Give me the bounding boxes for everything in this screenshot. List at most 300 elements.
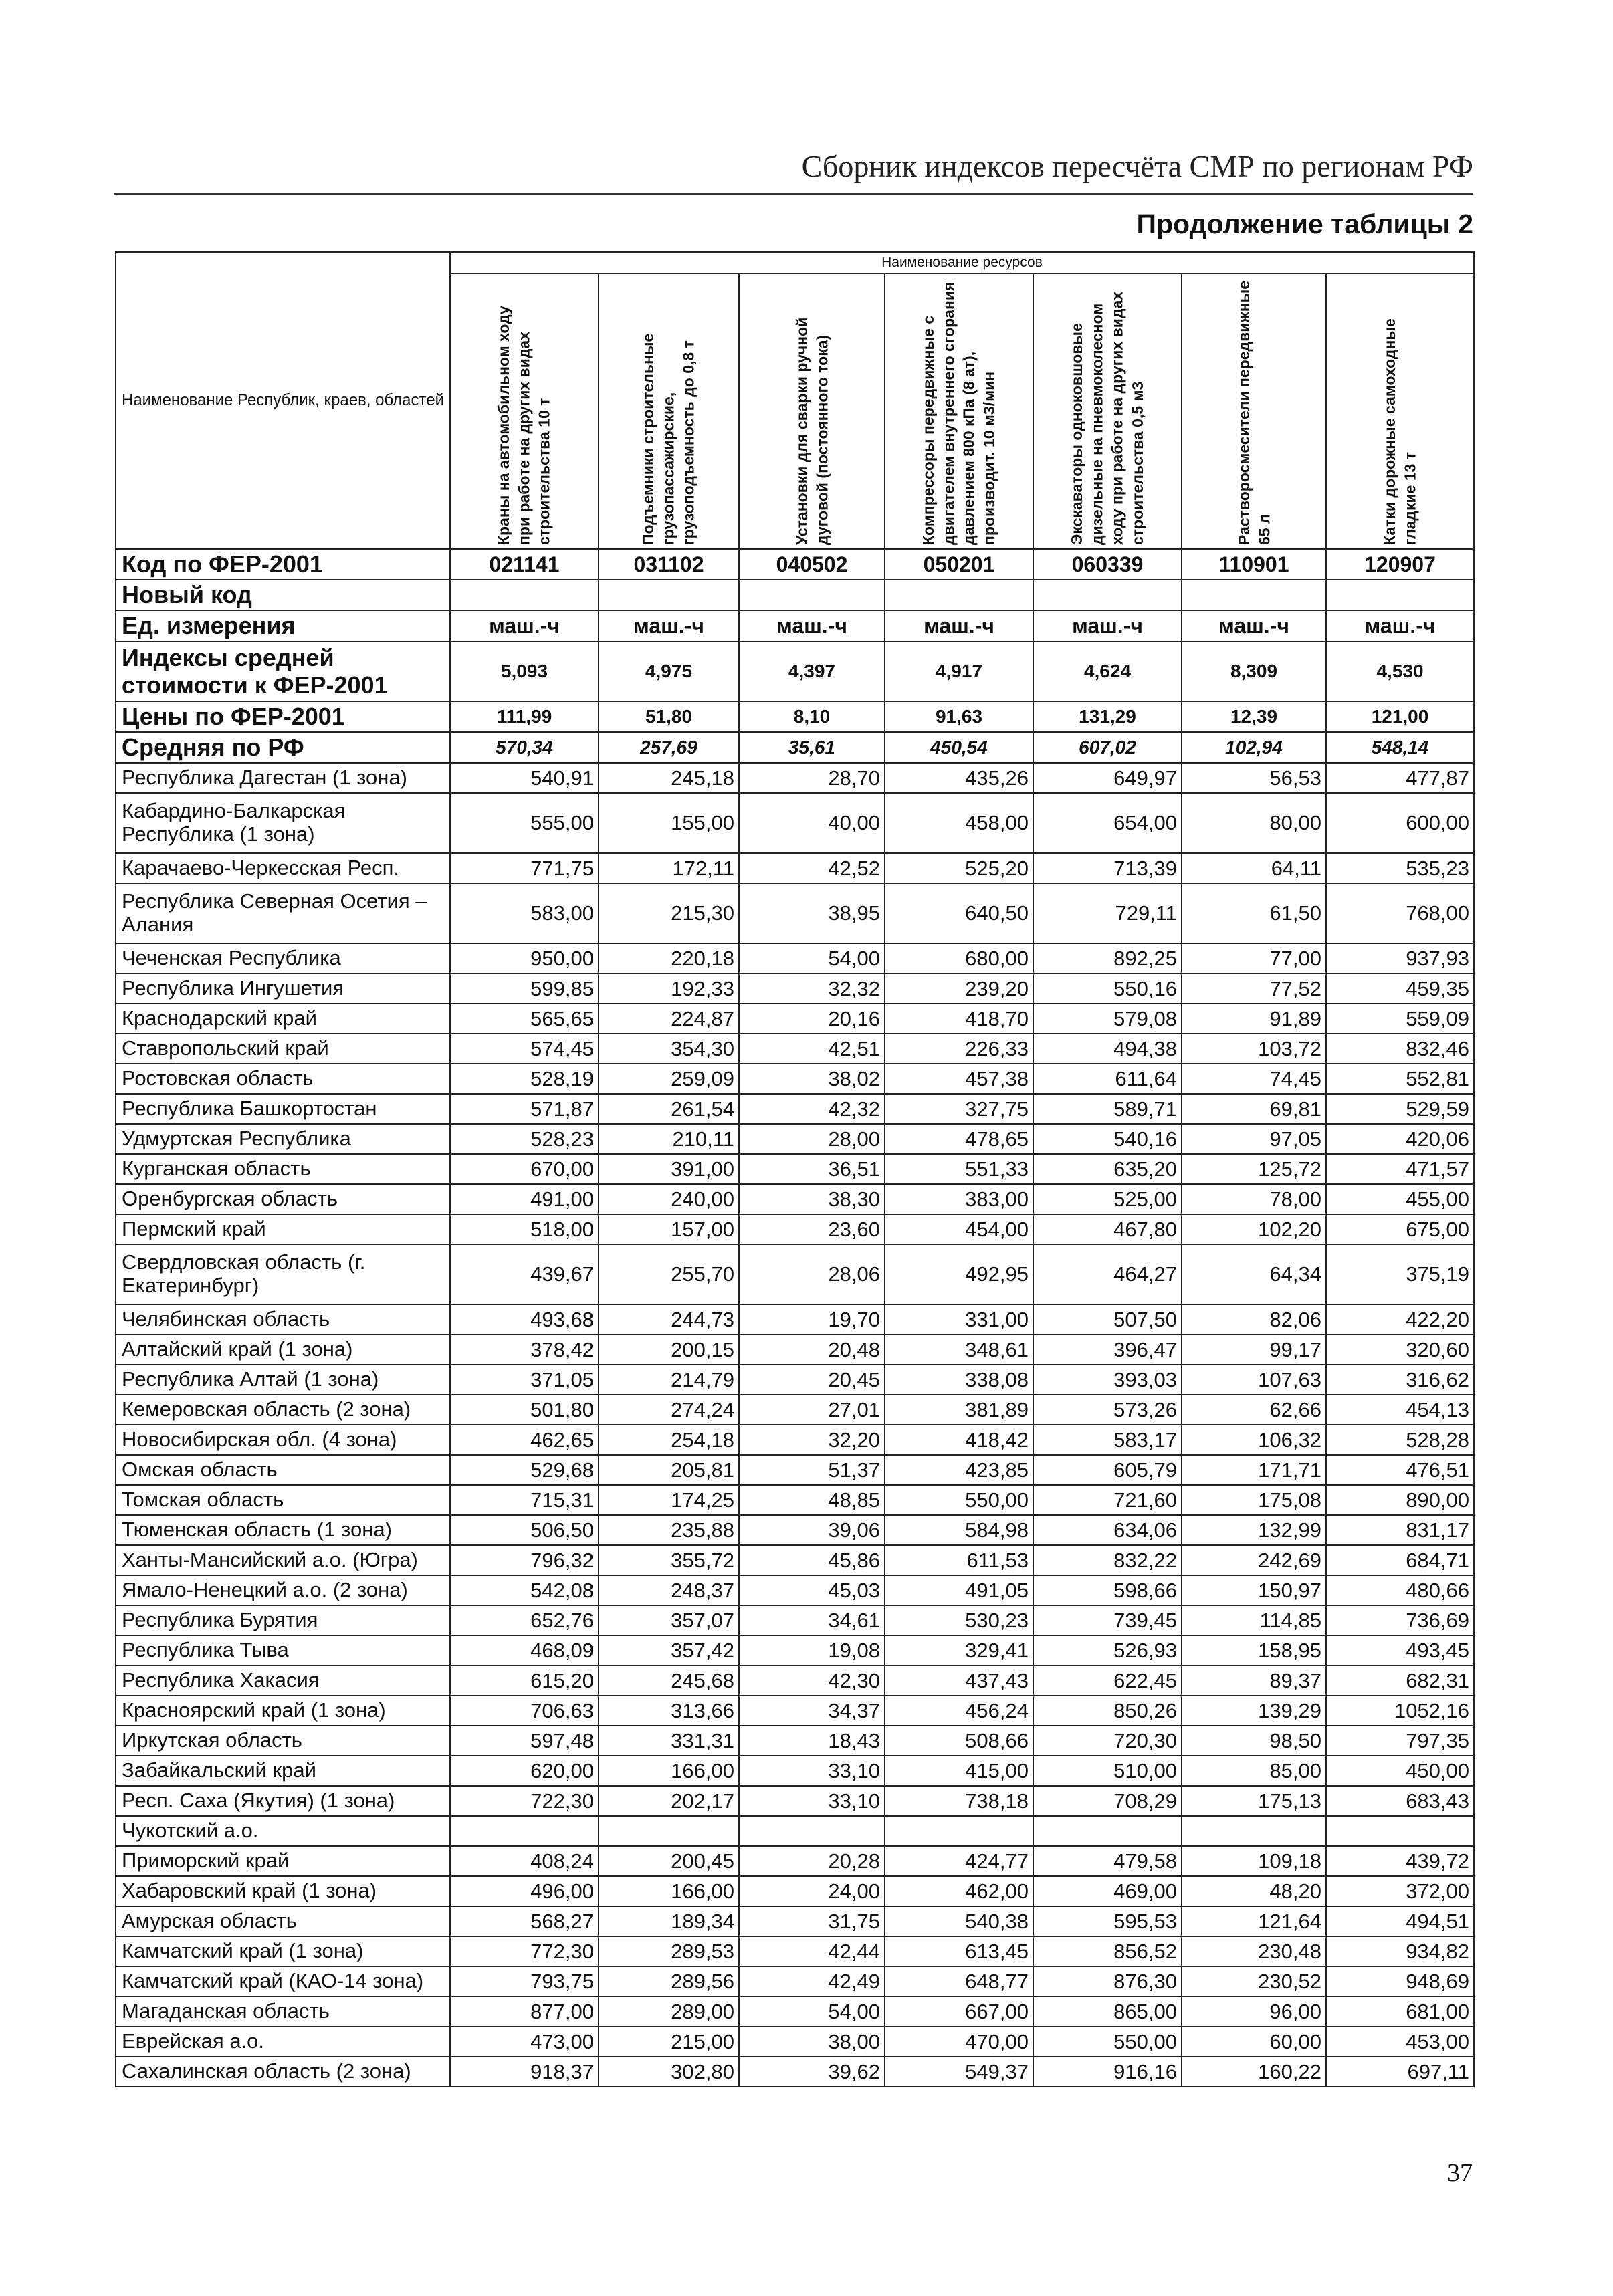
price-value: 34,37 — [739, 1696, 885, 1726]
price-value: 27,01 — [739, 1395, 885, 1425]
price-value: 114,85 — [1182, 1605, 1326, 1635]
price-value: 918,37 — [450, 2057, 599, 2087]
price-value: 667,00 — [885, 1996, 1033, 2027]
price-value: 937,93 — [1326, 943, 1474, 973]
price-value: 462,65 — [450, 1425, 599, 1455]
price-value: 529,59 — [1326, 1094, 1474, 1124]
region-name: Магаданская область — [116, 1996, 450, 2027]
table-row — [116, 1635, 1474, 1666]
price-value: 508,66 — [885, 1726, 1033, 1756]
price-value: 103,72 — [1182, 1034, 1326, 1064]
price-value: 34,61 — [739, 1605, 885, 1635]
price-value: 28,00 — [739, 1124, 885, 1154]
price-value: 240,00 — [599, 1184, 739, 1214]
price-value: 408,24 — [450, 1846, 599, 1876]
region-name: Сахалинская область (2 зона) — [116, 2057, 450, 2087]
price-value: 254,18 — [599, 1425, 739, 1455]
price-value: 74,45 — [1182, 1064, 1326, 1094]
price-value: 850,26 — [1033, 1696, 1182, 1726]
price-value: 102,20 — [1182, 1214, 1326, 1244]
key-value: 031102 — [599, 549, 739, 580]
price-value: 736,69 — [1326, 1605, 1474, 1635]
price-value: 125,72 — [1182, 1154, 1326, 1184]
table-row — [116, 2027, 1474, 2057]
price-value: 32,20 — [739, 1425, 885, 1455]
price-value: 670,00 — [450, 1154, 599, 1184]
table-row — [116, 1966, 1474, 1996]
price-value: 391,00 — [599, 1154, 739, 1184]
price-value: 571,87 — [450, 1094, 599, 1124]
price-value: 454,13 — [1326, 1395, 1474, 1425]
price-value: 121,64 — [1182, 1906, 1326, 1936]
price-value: 528,28 — [1326, 1425, 1474, 1455]
price-value: 109,18 — [1182, 1846, 1326, 1876]
price-value: 48,85 — [739, 1485, 885, 1515]
price-value: 771,75 — [450, 853, 599, 883]
price-value: 540,91 — [450, 763, 599, 793]
price-value: 424,77 — [885, 1846, 1033, 1876]
price-value: 107,63 — [1182, 1365, 1326, 1395]
price-value: 620,00 — [450, 1756, 599, 1786]
price-value: 23,60 — [739, 1214, 885, 1244]
price-value: 39,62 — [739, 2057, 885, 2087]
key-value: маш.-ч — [1182, 610, 1326, 641]
region-name: Республика Северная Осетия – Алания — [116, 883, 450, 943]
key-row — [116, 641, 1474, 701]
price-value: 654,00 — [1033, 793, 1182, 853]
price-value: 455,00 — [1326, 1184, 1474, 1214]
price-value: 648,77 — [885, 1966, 1033, 1996]
key-rows — [116, 549, 1474, 763]
resource-name: Краны на автомобильном ходу при работе на других видах строительства 10 т — [495, 306, 554, 545]
table-row — [116, 2057, 1474, 2087]
price-value: 459,35 — [1326, 973, 1474, 1004]
key-value — [599, 580, 739, 610]
price-value — [599, 1816, 739, 1846]
price-value: 890,00 — [1326, 1485, 1474, 1515]
price-value: 477,87 — [1326, 763, 1474, 793]
key-value: 4,624 — [1033, 641, 1182, 701]
price-value: 302,80 — [599, 2057, 739, 2087]
price-value: 418,42 — [885, 1425, 1033, 1455]
price-value: 491,00 — [450, 1184, 599, 1214]
price-value: 518,00 — [450, 1214, 599, 1244]
price-value: 550,00 — [1033, 2027, 1182, 2057]
price-value: 42,30 — [739, 1666, 885, 1696]
table-row — [116, 1515, 1474, 1545]
region-column-header: Наименование Республик, краев, областей — [116, 252, 450, 549]
price-value: 721,60 — [1033, 1485, 1182, 1515]
price-value: 454,00 — [885, 1214, 1033, 1244]
price-value: 31,75 — [739, 1906, 885, 1936]
table-row — [116, 1605, 1474, 1635]
key-value: 8,309 — [1182, 641, 1326, 701]
price-value: 289,56 — [599, 1966, 739, 1996]
resource-name: Растворосмесители передвижные 65 л — [1234, 280, 1273, 545]
table-row — [116, 943, 1474, 973]
price-value: 393,03 — [1033, 1365, 1182, 1395]
price-value: 549,37 — [885, 2057, 1033, 2087]
price-value: 261,54 — [599, 1094, 739, 1124]
resource-column-header — [739, 273, 885, 549]
price-value: 493,45 — [1326, 1635, 1474, 1666]
price-value: 573,26 — [1033, 1395, 1182, 1425]
price-value: 793,75 — [450, 1966, 599, 1996]
price-value: 542,08 — [450, 1575, 599, 1605]
key-value: 111,99 — [450, 701, 599, 732]
price-value: 62,66 — [1182, 1395, 1326, 1425]
resource-column-header — [1326, 273, 1474, 549]
price-value: 462,00 — [885, 1876, 1033, 1906]
price-value: 528,23 — [450, 1124, 599, 1154]
price-value: 77,52 — [1182, 973, 1326, 1004]
price-value: 166,00 — [599, 1756, 739, 1786]
price-value: 357,42 — [599, 1635, 739, 1666]
price-value: 729,11 — [1033, 883, 1182, 943]
region-name: Республика Бурятия — [116, 1605, 450, 1635]
price-value: 33,10 — [739, 1786, 885, 1816]
table-row — [116, 1726, 1474, 1756]
table-row — [116, 1876, 1474, 1906]
price-value: 565,65 — [450, 1004, 599, 1034]
table-row — [116, 1064, 1474, 1094]
price-value: 51,37 — [739, 1455, 885, 1485]
region-name: Камчатский край (КАО-14 зона) — [116, 1966, 450, 1996]
key-value: 450,54 — [885, 732, 1033, 763]
resource-column-header — [885, 273, 1033, 549]
price-value: 550,16 — [1033, 973, 1182, 1004]
price-value: 831,17 — [1326, 1515, 1474, 1545]
key-row-label: Новый код — [116, 580, 450, 610]
table-row — [116, 1214, 1474, 1244]
key-value: 607,02 — [1033, 732, 1182, 763]
price-value: 422,20 — [1326, 1304, 1474, 1335]
price-value: 568,27 — [450, 1906, 599, 1936]
price-value: 473,00 — [450, 2027, 599, 2057]
price-value: 20,45 — [739, 1365, 885, 1395]
region-name: Ханты-Мансийский а.о. (Югра) — [116, 1545, 450, 1575]
price-value: 42,49 — [739, 1966, 885, 1996]
region-name: Алтайский край (1 зона) — [116, 1335, 450, 1365]
price-value: 80,00 — [1182, 793, 1326, 853]
price-value: 160,22 — [1182, 2057, 1326, 2087]
region-name: Чукотский а.о. — [116, 1816, 450, 1846]
region-name: Ямало-Ненецкий а.о. (2 зона) — [116, 1575, 450, 1605]
resource-column-header — [1182, 273, 1326, 549]
region-name: Республика Дагестан (1 зона) — [116, 763, 450, 793]
price-value: 24,00 — [739, 1876, 885, 1906]
price-value: 437,43 — [885, 1666, 1033, 1696]
region-name: Респ. Саха (Якутия) (1 зона) — [116, 1786, 450, 1816]
key-value — [1033, 580, 1182, 610]
price-value: 491,05 — [885, 1575, 1033, 1605]
key-value: 050201 — [885, 549, 1033, 580]
price-value: 535,23 — [1326, 853, 1474, 883]
price-value: 132,99 — [1182, 1515, 1326, 1545]
price-value: 327,75 — [885, 1094, 1033, 1124]
price-value: 172,11 — [599, 853, 739, 883]
price-value: 42,32 — [739, 1094, 885, 1124]
price-value: 1052,16 — [1326, 1696, 1474, 1726]
table-row — [116, 763, 1474, 793]
price-value: 97,05 — [1182, 1124, 1326, 1154]
key-value: 021141 — [450, 549, 599, 580]
region-name: Иркутская область — [116, 1726, 450, 1756]
price-value: 697,11 — [1326, 2057, 1474, 2087]
region-name: Республика Тыва — [116, 1635, 450, 1666]
price-value: 525,20 — [885, 853, 1033, 883]
key-value: 4,917 — [885, 641, 1033, 701]
key-value: 570,34 — [450, 732, 599, 763]
price-value: 19,70 — [739, 1304, 885, 1335]
price-value: 649,97 — [1033, 763, 1182, 793]
table-row — [116, 1184, 1474, 1214]
price-value: 530,23 — [885, 1605, 1033, 1635]
price-value: 20,28 — [739, 1846, 885, 1876]
price-value: 950,00 — [450, 943, 599, 973]
table-row — [116, 1846, 1474, 1876]
price-value: 245,68 — [599, 1666, 739, 1696]
price-value: 85,00 — [1182, 1756, 1326, 1786]
price-value: 583,00 — [450, 883, 599, 943]
price-value: 150,97 — [1182, 1575, 1326, 1605]
price-value: 78,00 — [1182, 1184, 1326, 1214]
price-value: 494,51 — [1326, 1906, 1474, 1936]
price-value: 458,00 — [885, 793, 1033, 853]
key-value: 35,61 — [739, 732, 885, 763]
price-value: 675,00 — [1326, 1214, 1474, 1244]
price-value: 175,08 — [1182, 1485, 1326, 1515]
price-value: 574,45 — [450, 1034, 599, 1064]
key-value: 51,80 — [599, 701, 739, 732]
region-name: Ставропольский край — [116, 1034, 450, 1064]
price-value: 202,17 — [599, 1786, 739, 1816]
key-value: маш.-ч — [739, 610, 885, 641]
price-value: 28,06 — [739, 1244, 885, 1304]
price-value — [1182, 1816, 1326, 1846]
price-value: 876,30 — [1033, 1966, 1182, 1996]
price-value: 464,27 — [1033, 1244, 1182, 1304]
price-value: 948,69 — [1326, 1966, 1474, 1996]
key-value — [1182, 580, 1326, 610]
price-value: 230,52 — [1182, 1966, 1326, 1996]
key-value: 4,530 — [1326, 641, 1474, 701]
price-value: 595,53 — [1033, 1906, 1182, 1936]
table-row — [116, 1575, 1474, 1605]
price-value: 877,00 — [450, 1996, 599, 2027]
table-row — [116, 1304, 1474, 1335]
table-row — [116, 883, 1474, 943]
region-name: Челябинская область — [116, 1304, 450, 1335]
price-value: 589,71 — [1033, 1094, 1182, 1124]
price-value: 479,58 — [1033, 1846, 1182, 1876]
table-row — [116, 793, 1474, 853]
key-value: 8,10 — [739, 701, 885, 732]
price-value — [739, 1816, 885, 1846]
table-row — [116, 1395, 1474, 1425]
price-value: 457,38 — [885, 1064, 1033, 1094]
region-name: Приморский край — [116, 1846, 450, 1876]
resource-name: Экскаваторы одноковшовые дизельные на пневмоколесном ходу при работе на других видах строительства 0,5 м3 — [1068, 291, 1147, 545]
price-value: 69,81 — [1182, 1094, 1326, 1124]
key-value: 4,397 — [739, 641, 885, 701]
resource-name: Подъемники строительные грузопассажирские, грузоподъемность до 0,8 т — [639, 333, 698, 545]
price-value: 210,11 — [599, 1124, 739, 1154]
key-value: 121,00 — [1326, 701, 1474, 732]
key-value: 12,39 — [1182, 701, 1326, 732]
table-row — [116, 1365, 1474, 1395]
table-row — [116, 853, 1474, 883]
price-value: 61,50 — [1182, 883, 1326, 943]
key-value: маш.-ч — [1326, 610, 1474, 641]
price-value: 555,00 — [450, 793, 599, 853]
price-value: 224,87 — [599, 1004, 739, 1034]
price-value: 529,68 — [450, 1455, 599, 1485]
table-row — [116, 1666, 1474, 1696]
price-value: 289,53 — [599, 1936, 739, 1966]
price-value: 158,95 — [1182, 1635, 1326, 1666]
key-row — [116, 610, 1474, 641]
price-value: 383,00 — [885, 1184, 1033, 1214]
price-value: 38,02 — [739, 1064, 885, 1094]
key-row — [116, 701, 1474, 732]
price-value: 166,00 — [599, 1876, 739, 1906]
region-name: Удмуртская Республика — [116, 1124, 450, 1154]
region-name: Забайкальский край — [116, 1756, 450, 1786]
price-value: 507,50 — [1033, 1304, 1182, 1335]
price-value: 832,22 — [1033, 1545, 1182, 1575]
resource-name: Компрессоры передвижные с двигателем внутреннего сгорания давлением 800 кПа (8 ат), производит. 10 м3/мин — [920, 281, 998, 545]
price-value — [885, 1816, 1033, 1846]
price-value: 720,30 — [1033, 1726, 1182, 1756]
price-value: 652,76 — [450, 1605, 599, 1635]
resource-name: Катки дорожные самоходные гладкие 13 т — [1381, 318, 1419, 545]
price-value: 640,50 — [885, 883, 1033, 943]
key-row — [116, 549, 1474, 580]
price-value: 635,20 — [1033, 1154, 1182, 1184]
price-value: 371,05 — [450, 1365, 599, 1395]
key-row — [116, 732, 1474, 763]
region-name: Краснодарский край — [116, 1004, 450, 1034]
region-name: Амурская область — [116, 1906, 450, 1936]
price-value: 96,00 — [1182, 1996, 1326, 2027]
price-value: 139,29 — [1182, 1696, 1326, 1726]
page-number: 37 — [1447, 2159, 1473, 2187]
region-name: Красноярский край (1 зона) — [116, 1696, 450, 1726]
price-value: 214,79 — [599, 1365, 739, 1395]
price-value: 615,20 — [450, 1666, 599, 1696]
key-value — [1326, 580, 1474, 610]
table-row — [116, 1455, 1474, 1485]
price-value: 230,48 — [1182, 1936, 1326, 1966]
price-value: 600,00 — [1326, 793, 1474, 853]
price-value: 496,00 — [450, 1876, 599, 1906]
price-value: 525,00 — [1033, 1184, 1182, 1214]
key-value: 110901 — [1182, 549, 1326, 580]
table-row — [116, 1545, 1474, 1575]
key-row-label: Ед. измерения — [116, 610, 450, 641]
price-value: 33,10 — [739, 1756, 885, 1786]
price-value: 415,00 — [885, 1756, 1033, 1786]
price-value: 506,50 — [450, 1515, 599, 1545]
price-value: 715,31 — [450, 1485, 599, 1515]
price-value: 355,72 — [599, 1545, 739, 1575]
price-value: 450,00 — [1326, 1756, 1474, 1786]
price-value: 192,33 — [599, 973, 739, 1004]
price-value: 739,45 — [1033, 1605, 1182, 1635]
price-value — [1326, 1816, 1474, 1846]
price-value: 550,00 — [885, 1485, 1033, 1515]
price-value: 680,00 — [885, 943, 1033, 973]
price-value: 189,34 — [599, 1906, 739, 1936]
price-value: 64,34 — [1182, 1244, 1326, 1304]
key-value: 120907 — [1326, 549, 1474, 580]
price-value: 418,70 — [885, 1004, 1033, 1034]
key-value: маш.-ч — [599, 610, 739, 641]
price-value: 439,67 — [450, 1244, 599, 1304]
price-value: 215,30 — [599, 883, 739, 943]
table-row — [116, 1756, 1474, 1786]
price-value: 226,33 — [885, 1034, 1033, 1064]
price-value: 274,24 — [599, 1395, 739, 1425]
region-name: Республика Башкортостан — [116, 1094, 450, 1124]
price-value: 469,00 — [1033, 1876, 1182, 1906]
table-row — [116, 1425, 1474, 1455]
resource-column-header — [599, 273, 739, 549]
price-value: 38,00 — [739, 2027, 885, 2057]
price-value: 42,51 — [739, 1034, 885, 1064]
price-value: 540,38 — [885, 1906, 1033, 1936]
price-value: 622,45 — [1033, 1666, 1182, 1696]
price-value: 796,32 — [450, 1545, 599, 1575]
price-value: 613,45 — [885, 1936, 1033, 1966]
price-value: 372,00 — [1326, 1876, 1474, 1906]
price-value: 865,00 — [1033, 1996, 1182, 2027]
price-value: 175,13 — [1182, 1786, 1326, 1816]
table-row — [116, 1816, 1474, 1846]
key-value: 102,94 — [1182, 732, 1326, 763]
price-value: 357,07 — [599, 1605, 739, 1635]
price-value: 171,71 — [1182, 1455, 1326, 1485]
price-value: 316,62 — [1326, 1365, 1474, 1395]
key-value — [450, 580, 599, 610]
price-value: 348,61 — [885, 1335, 1033, 1365]
price-value: 797,35 — [1326, 1726, 1474, 1756]
price-value: 54,00 — [739, 943, 885, 973]
price-value: 64,11 — [1182, 853, 1326, 883]
table-row — [116, 1034, 1474, 1064]
region-name: Пермский край — [116, 1214, 450, 1244]
price-value: 456,24 — [885, 1696, 1033, 1726]
price-value: 220,18 — [599, 943, 739, 973]
region-name: Томская область — [116, 1485, 450, 1515]
price-value: 934,82 — [1326, 1936, 1474, 1966]
price-value: 20,48 — [739, 1335, 885, 1365]
key-value: 4,975 — [599, 641, 739, 701]
price-value: 471,57 — [1326, 1154, 1474, 1184]
region-name: Кабардино-Балкарская Республика (1 зона) — [116, 793, 450, 853]
price-value: 56,53 — [1182, 763, 1326, 793]
price-value: 856,52 — [1033, 1936, 1182, 1966]
resources-group-header: Наименование ресурсов — [450, 252, 1474, 273]
price-value: 583,17 — [1033, 1425, 1182, 1455]
price-value: 89,37 — [1182, 1666, 1326, 1696]
table-row — [116, 1906, 1474, 1936]
region-rows — [116, 763, 1474, 2087]
price-value: 338,08 — [885, 1365, 1033, 1395]
key-value: 91,63 — [885, 701, 1033, 732]
price-value: 423,85 — [885, 1455, 1033, 1485]
